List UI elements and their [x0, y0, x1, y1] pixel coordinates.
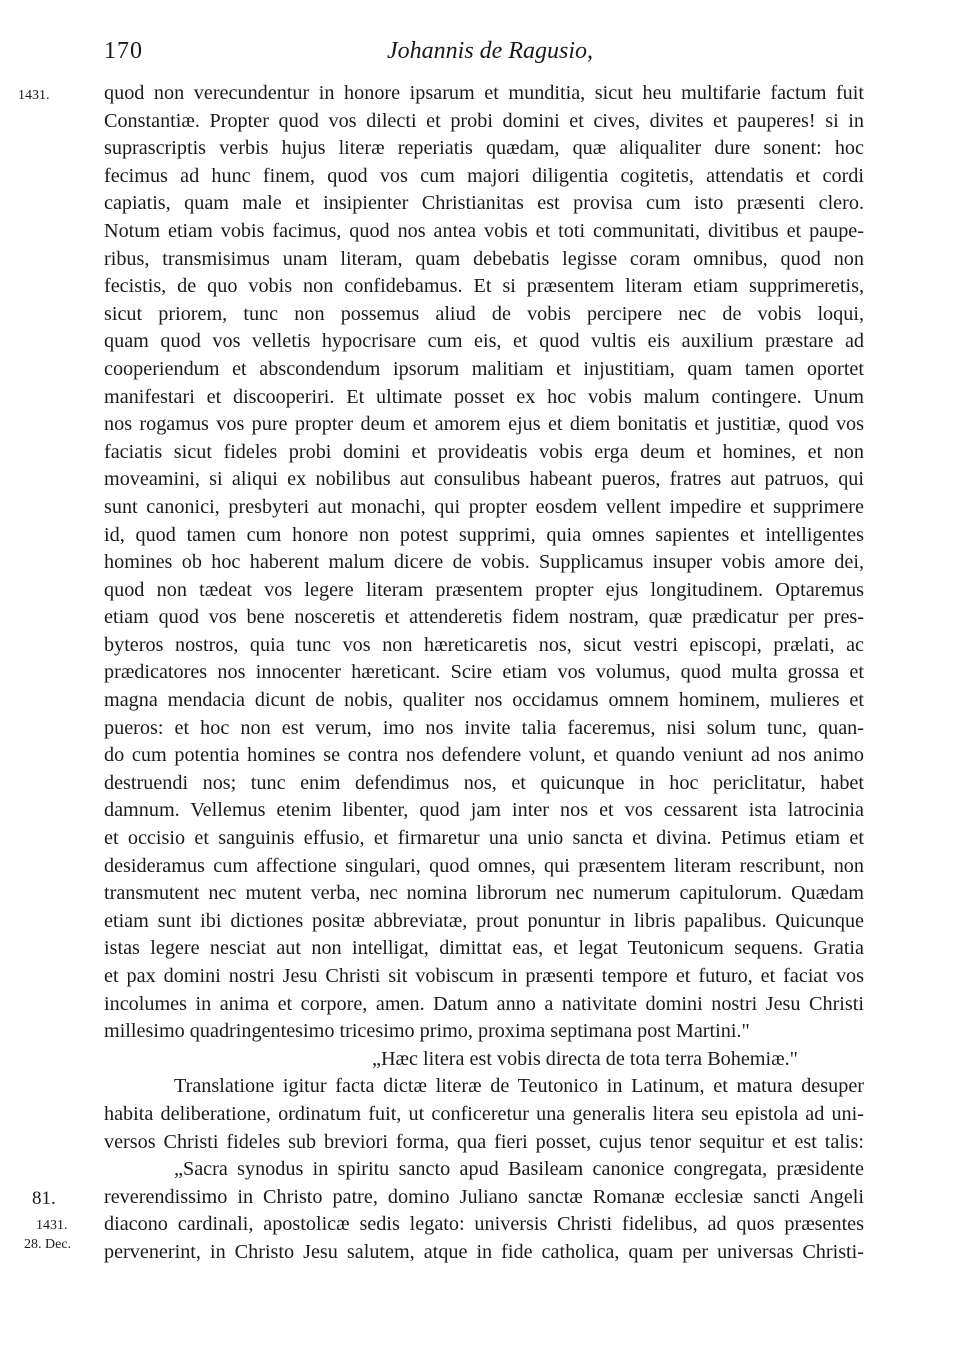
paragraph-translation	[104, 1073, 864, 1156]
margin-document-number: 81.	[32, 1188, 56, 1209]
text-line: habita deliberatione, ordinatum fuit, ut conficeretur una generalis litera seu epistola ad uni-	[104, 1102, 864, 1125]
text-line: fecistis, de quo vobis non confidebamus. Et si præsentem literam etiam supprimeretis,	[104, 275, 864, 298]
text-line: millesimo quadringentesimo tricesimo primo, proxima septimana post Martini."	[104, 1020, 750, 1043]
text-line: sicut priorem, tunc non possemus aliud de vobis percipere nec de vobis loqui,	[104, 302, 864, 325]
text-line: etiam quod vos bene nosceretis et attenderetis fidem nostram, quæ prædicatur per pres-	[104, 606, 864, 629]
text-line: cooperiendum et abscondendum ipsorum malitiam et injustitiam, quam tamen oportet	[104, 357, 864, 380]
text-line: quod non verecundentur in honore ipsarum et munditia, sicut heu multifarie factum fuit	[104, 82, 864, 104]
text-line: prædicatores nos innocenter hæreticant. Scire etiam vos volumus, quod multa grossa et	[104, 661, 864, 684]
text-line: „Sacra synodus in spiritu sancto apud Basileam canonice congregata, præsidente	[174, 1158, 864, 1181]
text-line: capiatis, quam male et insipienter Christianitas est provisa cum isto præsenti clero.	[104, 192, 864, 215]
text-line: quam quod vos velletis hypocrisare cum eis, et quod vultis eis auxilium præstare ad	[104, 330, 864, 353]
text-line: id, quod tamen cum honore non potest supprimi, quia omnes sapientes et intelligentes	[104, 523, 864, 546]
text-line: et occisio et sanguinis effusio, et firmaretur una unio sancta et divina. Petimus etiam et	[104, 827, 864, 850]
letter-signature: „Hæc litera est vobis directa de tota terra Bohemiæ."	[372, 1047, 798, 1070]
text-line: suprascriptis verbis hujus literæ reperiatis quædam, quæ aliqualiter dure sonent: hoc	[104, 137, 864, 160]
text-line: manifestari et discooperiri. Et ultimate posset ex hoc vobis malum contingere. Unum	[104, 385, 864, 408]
text-line: destruendi nos; tunc enim defendimus nos, et quicunque in hoc periclitatur, habet	[104, 771, 864, 794]
running-title: Johannis de Ragusio,	[387, 38, 593, 64]
text-line: byteros nostros, quia tunc vos non hæreticaretis nos, sicut vestri episcopi, prælati, ac	[104, 633, 864, 656]
text-line: faciatis sicut fideles probi domini et provideatis vobis erga deum et homines, et non	[104, 440, 864, 463]
text-line: moveamini, si aliqui ex nobilibus aut consulibus habeant pueros, fratres aut patruos, qui	[104, 468, 864, 491]
page-number: 170	[104, 38, 143, 64]
paragraph-synod-letter	[104, 1156, 864, 1266]
text-line: incolumes in anima et corpore, amen. Datum anno a nativitate domini nostri Jesu Christi	[104, 992, 864, 1015]
text-line: pervenerint, in Christo Jesu salutem, atque in fide catholica, quam per universas Christi-	[104, 1240, 864, 1263]
margin-year-note: 1431.	[18, 88, 50, 103]
text-line: magna mendacia dicunt de nobis, qualiter nos occidamus omnem hominem, mulieres et	[104, 689, 864, 712]
text-line: do cum potentia homines se contra nos defendere volunt, et quando veniunt ad nos animo	[104, 744, 864, 767]
text-line: quod non tædeat vos legere literam præsentem propter ejus longitudinem. Optaremus	[104, 578, 864, 601]
paragraph-letter-body	[104, 80, 864, 1046]
text-line: homines ob hoc haberent malum dicere de vobis. Supplicamus insuper vobis amore dei,	[104, 551, 864, 574]
text-line: ribus, transmisimus unam literam, quam debebatis legisse coram omnibus, quod non	[104, 247, 864, 270]
text-line: diacono cardinali, apostolicæ sedis legato: universis Christi fidelibus, ad quos præsentes	[104, 1213, 864, 1236]
margin-document-year: 1431.	[36, 1218, 68, 1233]
text-line: fecimus ad hunc finem, quod vos cum majori diligentia cogitetis, attendatis et cordi	[104, 164, 864, 187]
text-line: Translatione igitur facta dictæ literæ de Teutonico in Latinum, et matura desuper	[174, 1075, 864, 1098]
text-line: versos Christi fideles sub breviori forma, qua fieri posset, cujus tenor sequitur et est talis:	[104, 1130, 864, 1153]
text-line: istas legere nesciat aut non intelligat, dimittat eas, et legat Teutonicum sequens. Gratia	[104, 937, 864, 960]
main-text	[104, 80, 864, 1267]
text-line: Notum etiam vobis facimus, quod nos antea vobis et toti communitati, divitibus et paupe-	[104, 219, 864, 242]
text-line: etiam sunt ibi dictiones positæ abbreviatæ, prout ponuntur in libris papalibus. Quicunque	[104, 909, 864, 932]
text-line: pueros: et hoc non est verum, imo nos invite talia faceremus, nisi solum tunc, quan-	[104, 716, 864, 739]
text-line: transmutent nec mutent verba, nec nomina librorum nec numerum capitulorum. Quædam	[104, 882, 864, 905]
text-line: nos rogamus vos pure propter deum et amorem ejus et diem bonitatis et justitiæ, quod vos	[104, 413, 864, 436]
text-line: sunt canonici, presbyteri aut monachi, qui propter eosdem vellent impedire et supprimere	[104, 495, 864, 518]
text-line: et pax domini nostri Jesu Christi sit vobiscum in præsenti tempore et futuro, et faciat vos	[104, 965, 864, 987]
margin-document-date: 28. Dec.	[24, 1237, 72, 1252]
text-line: Constantiæ. Propter quod vos dilecti et probi domini et cives, divites et pauperes! si in	[104, 109, 864, 132]
text-line: desideramus cum affectione singulari, quod omnes, qui præsentem literam rescribunt, non	[104, 854, 864, 877]
text-line: damnum. Vellemus etenim libenter, quod jam inter nos et vos cessarent ista latrocinia	[104, 799, 864, 822]
text-line: reverendissimo in Christo patre, domino Juliano sanctæ Romanæ ecclesiæ sancti Angeli	[104, 1185, 864, 1208]
